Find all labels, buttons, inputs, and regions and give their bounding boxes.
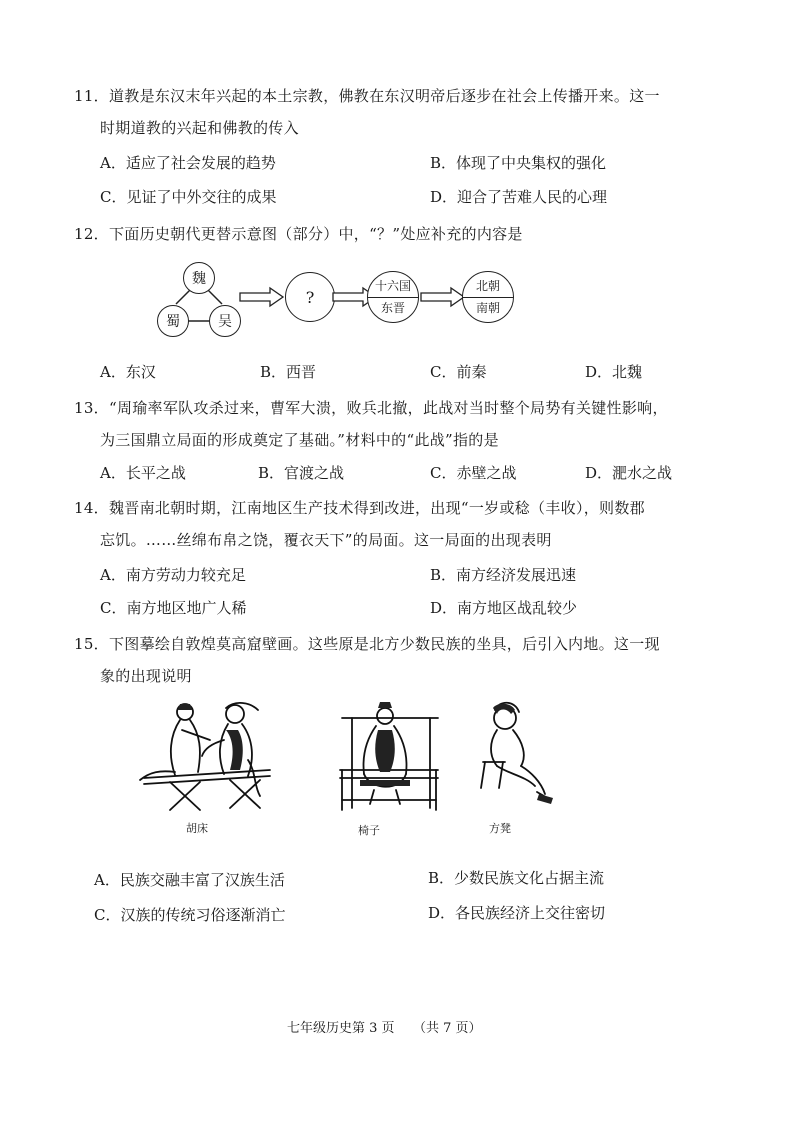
split-divider [463,297,513,298]
q13-stem-line2: 为三国鼎立局面的形成奠定了基础。”材料中的“此战”指的是 [100,431,499,449]
node-unknown: ? [285,272,335,322]
node-northern-southern [462,271,514,323]
arrow-right-icon [240,287,284,307]
q11-stem-line2: 时期道教的兴起和佛教的传入 [100,119,299,137]
chair-illustration [330,700,442,815]
stool-illustration [475,700,555,808]
node-sixteen-kingdoms-eastern-jin [367,271,419,323]
q15-option-c: C．汉族的传统习俗逐渐消亡 [94,906,286,924]
q14-stem-line1: 14．魏晋南北朝时期，江南地区生产技术得到改进，出现“一岁或稔（丰收），则数郡 [74,499,645,517]
footer-page-label: 七年级历史第 3 页 [287,1021,395,1036]
q13-option-a: A．长平之战 [100,464,186,482]
q12-option-c: C．前秦 [430,363,487,381]
q15-option-a: A．民族交融丰富了汉族生活 [94,871,285,889]
q12-option-d: D．北魏 [585,363,643,381]
q11-option-b: B．体现了中央集权的强化 [430,154,607,172]
q13-option-c: C．赤壁之战 [430,464,517,482]
q14-stem-line2: 忘饥。……丝绵布帛之饶，覆衣天下”的局面。这一局面的出现表明 [100,531,552,549]
label-eastern-jin: 东晋 [380,301,405,315]
q12-option-b: B．西晋 [260,363,317,381]
arrow-right-icon [421,287,465,307]
q11-option-c: C．见证了中外交往的成果 [100,188,277,206]
caption-chair: 椅子 [358,824,380,837]
q14-option-a: A．南方劳动力较充足 [100,566,246,584]
q13-option-b: B．官渡之战 [258,464,345,482]
caption-huchuang: 胡床 [186,822,208,835]
q11-stem-line1: 11．道教是东汉末年兴起的本土宗教，佛教在东汉明帝后逐步在社会上传播开来。这一 [74,87,660,105]
q14-option-c: C．南方地区地广人稀 [100,599,247,617]
label-southern-dynasties: 南朝 [475,301,500,315]
footer-total-label: （共 7 页） [413,1021,482,1036]
q11-option-a: A．适应了社会发展的趋势 [100,154,276,172]
node-shu: 蜀 [157,305,189,337]
q15-option-d: D．各民族经济上交往密切 [428,904,606,922]
q14-option-d: D．南方地区战乱较少 [430,599,578,617]
q14-option-b: B．南方经济发展迅速 [430,566,577,584]
q12-stem: 12．下面历史朝代更替示意图（部分）中，“？”处应补充的内容是 [74,225,523,243]
node-wu: 吴 [209,305,241,337]
node-wei: 魏 [183,262,215,294]
q15-option-b: B．少数民族文化占据主流 [428,869,605,887]
q13-option-d: D．淝水之战 [585,464,673,482]
label-northern-dynasties: 北朝 [475,279,500,293]
q11-option-d: D．迎合了苦难人民的心理 [430,188,608,206]
label-sixteen-kingdoms: 十六国 [374,279,411,293]
q12-option-a: A．东汉 [100,363,156,381]
q15-stem-line1: 15．下图摹绘自敦煌莫高窟壁画。这些原是北方少数民族的坐具，后引入内地。这一现 [74,635,660,653]
split-divider [368,297,418,298]
q13-stem-line1: 13．“周瑜率军队攻杀过来，曹军大溃，败兵北撤，此战对当时整个局势有关键性影响， [74,399,668,417]
huchuang-illustration [130,700,280,815]
q15-stem-line2: 象的出现说明 [100,667,192,685]
caption-stool: 方凳 [489,822,511,835]
